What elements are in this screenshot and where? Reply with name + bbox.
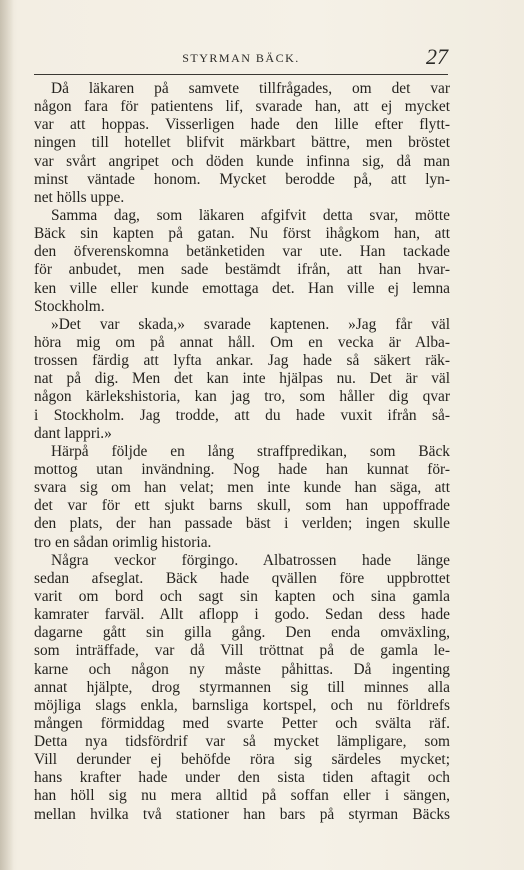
- text-line: var att hoppas. Visserligen hade den lille efter flytt-: [34, 116, 450, 134]
- running-head: [34, 44, 448, 75]
- body-text: [34, 80, 450, 824]
- text-line: för anbudet, men sade bestämdt ifrån, att han hvar-: [34, 261, 450, 279]
- text-line: möjliga slags enkla, barnsliga kortspel, och nu förldrefs: [34, 696, 450, 714]
- text-line: mellan hvilka två stationer han bars på styrman Bäcks: [34, 805, 450, 823]
- text-line: Härpå följde en lång straffpredikan, som Bäck: [51, 442, 450, 460]
- text-line: dagarne gått sin gilla gång. Den enda omväxling,: [34, 624, 450, 642]
- text-line: nat på dig. Men det kan inte hjälpas nu. Det är väl: [34, 370, 450, 388]
- text-line: han höll sig nu mera alltid på soffan eller i sängen,: [34, 787, 450, 805]
- text-line: mottog utan invändning. Nog hade han kunnat för-: [34, 460, 450, 478]
- text-line: höra mig om på annat håll. Om en vecka är Alba-: [34, 333, 450, 351]
- text-line: Bäck sin kapten på gatan. Nu först ihågkom han, att: [34, 225, 450, 243]
- text-line: net hölls uppe.: [34, 188, 125, 206]
- text-line: trossen färdig att lyfta ankar. Jag hade så säkert räk-: [34, 352, 450, 370]
- text-line: minst väntade honom. Mycket berodde på, att lyn-: [34, 170, 450, 188]
- text-line: den plats, der han passade bäst i verlden; ingen skulle: [34, 515, 450, 533]
- text-line: sedan afseglat. Bäck hade qvällen före uppbrottet: [34, 569, 450, 587]
- text-line: Stockholm.: [34, 297, 105, 315]
- text-line: tro en sådan orimlig historia.: [34, 533, 212, 551]
- text-line: Några veckor förgingo. Albatrossen hade länge: [51, 551, 450, 569]
- text-line: det var för ett sjukt barns skull, som han uppoffrade: [34, 497, 450, 515]
- text-line: någon kärlekshistoria, kan jag tro, som håller dig qvar: [34, 388, 450, 406]
- text-line: hans krafter hade under den sista tiden aftagit och: [34, 769, 450, 787]
- text-line: mången förmiddag med svarte Petter och svälta räf.: [34, 714, 450, 732]
- text-line: den öfverenskomna betänketiden var ute. Han tackade: [34, 243, 450, 261]
- text-line: Samma dag, som läkaren afgifvit detta svar, mötte: [51, 206, 450, 224]
- text-line: karne och någon ny måste påhittas. Då ingenting: [34, 660, 450, 678]
- binding-shadow: [0, 0, 14, 870]
- text-line: varit om bord och sagt sin kapten och sina gamla: [34, 587, 450, 605]
- text-line: Då läkaren på samvete tillfrågades, om det var: [51, 80, 450, 97]
- text-line: som inträffade, var då Vill tröttnat på de gamla le-: [34, 642, 450, 660]
- text-line: dant lappri.»: [34, 424, 112, 442]
- text-line: »Det var skada,» svarade kaptenen. »Jag får väl: [51, 315, 450, 333]
- text-line: Vill derunder ej behöfde röra sig särdeles mycket;: [34, 751, 450, 769]
- text-line: i Stockholm. Jag trodde, att du hade vuxit ifrån så-: [34, 406, 450, 424]
- page-number: 27: [426, 44, 448, 69]
- text-line: någon fara för patientens lif, svarade han, att ej mycket: [34, 98, 450, 116]
- text-line: ningen till hotellet blifvit märkbart bättre, men bröstet: [34, 134, 450, 152]
- text-line: var svårt angripet och döden kunde infinna sig, då man: [34, 152, 450, 170]
- text-line: annat hjälpte, drog styrmannen sig till minnes alla: [34, 678, 450, 696]
- text-line: ken ville eller kunde emottaga det. Han ville ej lemna: [34, 279, 450, 297]
- running-title: STYRMAN BÄCK.: [182, 51, 300, 65]
- text-line: kamrater farväl. Allt aflopp i godo. Sedan dess hade: [34, 606, 450, 624]
- text-line: svara sig om han velat; men inte kunde han säga, att: [34, 479, 450, 497]
- text-line: Detta nya tidsfördrif var så mycket lämpligare, som: [34, 733, 450, 751]
